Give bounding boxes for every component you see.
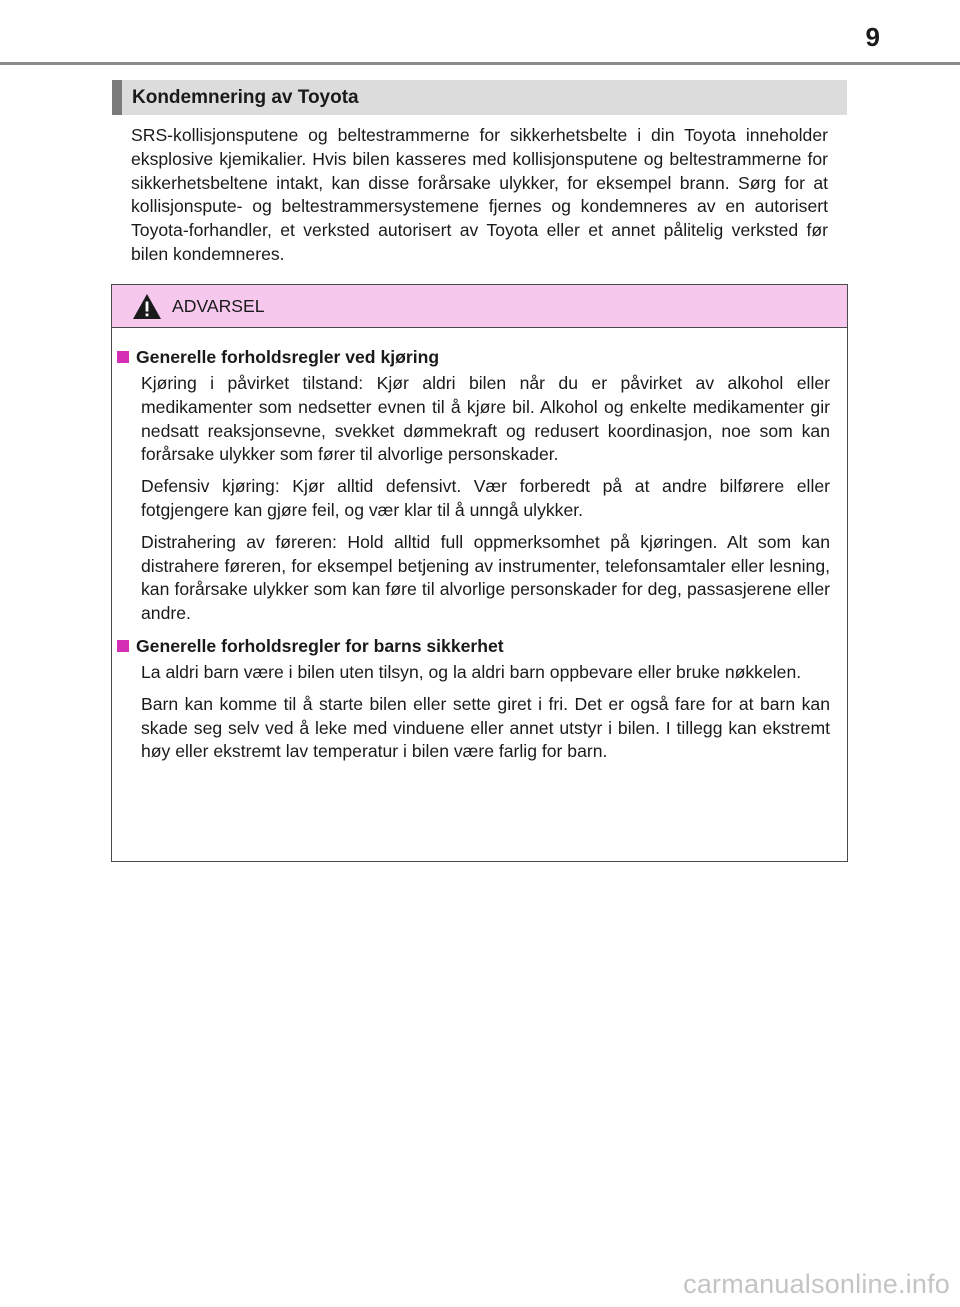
topic-title	[117, 345, 830, 369]
watermark: carmanualsonline.info	[683, 1269, 950, 1299]
topic-paragraph: Kjøring i påvirket tilstand: Kjør aldri bilen når du er påvirket av alkohol eller medikamenter som nedsetter evnen til å kjøre bil. Alkohol og enkelte medikamenter gir nedsatt reaksjonsevne, svekket dømmekraft og redusert koordinasjon, noe som kan forårsake ulykker som fører til alvorlige personskader.	[141, 373, 830, 465]
section-header	[112, 80, 847, 115]
square-bullet-icon	[117, 351, 129, 363]
header-rule	[0, 62, 960, 65]
section-intro: SRS-kollisjonsputene og beltestrammerne for sikkerhetsbelte i din Toyota inneholder eksplosive kjemikalier. Hvis bilen kasseres med kollisjonsputene og beltestrammerne for sikkerhetsbeltene intakt, kan disse forårsake ulykker, for eksempel brann. Sørg for at kollisjonspute- og beltestrammersystemene fjernes og kondemneres av en autorisert Toyota-forhandler, et verksted autorisert av Toyota eller et annet pålitelig verksted før bilen kondemneres.	[131, 125, 828, 264]
topic-paragraph: Barn kan komme til å starte bilen eller sette giret i fri. Det er også fare for at barn kan skade seg selv ved å leke med vinduene eller annet utstyr i bilen. I tillegg kan ekstremt høy eller ekstremt lav temperatur i bilen være farlig for barn.	[141, 693, 830, 762]
page-number: 9	[865, 22, 880, 52]
topic-paragraph: Distrahering av føreren: Hold alltid full oppmerksomhet på kjøringen. Alt som kan distrahere føreren, for eksempel betjening av instrumenter, telefonsamtaler eller lesning, kan forårsake ulykker som kan føre til alvorlige personskader for deg, passasjerene eller andre.	[141, 531, 830, 624]
warning-topic-child-safety	[117, 634, 830, 764]
topic-paragraph: Defensiv kjøring: Kjør alltid defensivt. Vær forberedt på at andre bilførere eller fotgjengere kan gjøre feil, og vær klar til å unngå ulykker.	[141, 476, 830, 520]
warning-header	[112, 285, 847, 328]
warning-label: ADVARSEL	[172, 295, 265, 316]
topic-paragraph: La aldri barn være i bilen uten tilsyn, og la aldri barn oppbevare eller bruke nøkkelen.	[141, 661, 802, 682]
warning-box	[111, 284, 848, 862]
section-title: Kondemnering av Toyota	[132, 86, 359, 108]
topic-title-text: Generelle forholdsregler for barns sikkerhet	[136, 635, 504, 656]
warning-triangle-icon	[132, 293, 162, 320]
topic-title-text: Generelle forholdsregler ved kjøring	[136, 347, 440, 367]
warning-body	[112, 328, 847, 764]
topic-title	[117, 634, 830, 658]
warning-topic-driving	[117, 345, 830, 626]
square-bullet-icon	[117, 640, 129, 652]
